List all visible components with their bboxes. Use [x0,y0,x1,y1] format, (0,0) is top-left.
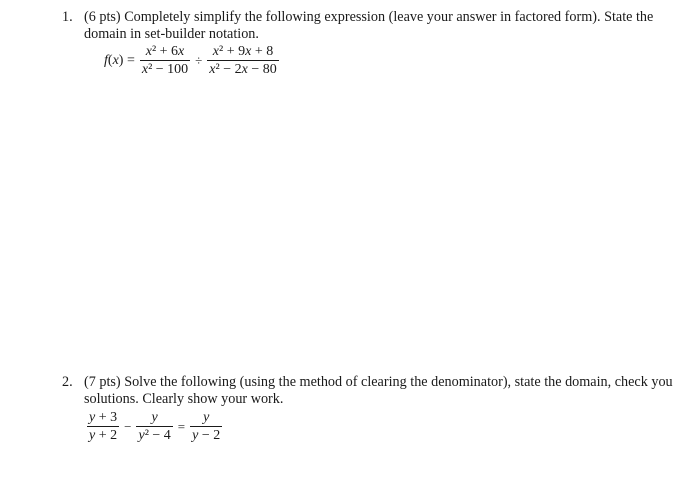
problem-2-text-line-1: (7 pts) Solve the following (using the method of clearing the denominator), state the domain, check you [84,374,673,390]
fraction-3-numerator: y [190,410,222,427]
problem-1-number: 1. [62,9,73,25]
fraction-1 [87,410,119,443]
fraction-2-numerator: y [136,410,172,427]
problem-1 [62,9,672,43]
fraction-1-numerator: y + 3 [89,410,118,425]
division-operator: ÷ [195,52,203,68]
problem-2-text-line-2: solutions. Clearly show your work. [84,391,284,407]
minus-operator: − [124,418,132,434]
fraction-2-denominator: y² − 4 [138,428,171,443]
problem-1-text-line-2: domain in set-builder notation. [84,26,259,42]
fraction-2-numerator: x² + 9x + 8 [207,44,278,61]
fraction-2 [136,410,172,443]
fraction-2-denominator: x² − 2x − 80 [209,62,277,77]
problem-1-text-line-1: (6 pts) Completely simplify the following expression (leave your answer in factored form). State the [84,9,654,25]
problem-2-line-1 [62,374,682,391]
fraction-1-denominator: y + 2 [89,428,118,443]
fraction-3 [190,410,222,443]
fraction-1 [140,44,190,77]
fraction-3-denominator: y − 2 [192,428,221,443]
problem-2-number: 2. [62,374,73,390]
function-lhs: f(x) = [104,52,135,68]
fraction-1-numerator: x² + 6x [140,44,190,61]
problem-2-equation [84,410,225,443]
problem-1-equation [104,44,282,77]
fraction-1-denominator: x² − 100 [141,62,189,77]
problem-2 [62,374,682,408]
equals-operator: = [177,418,186,434]
fraction-2 [207,44,278,77]
problem-1-line-1 [62,9,672,26]
